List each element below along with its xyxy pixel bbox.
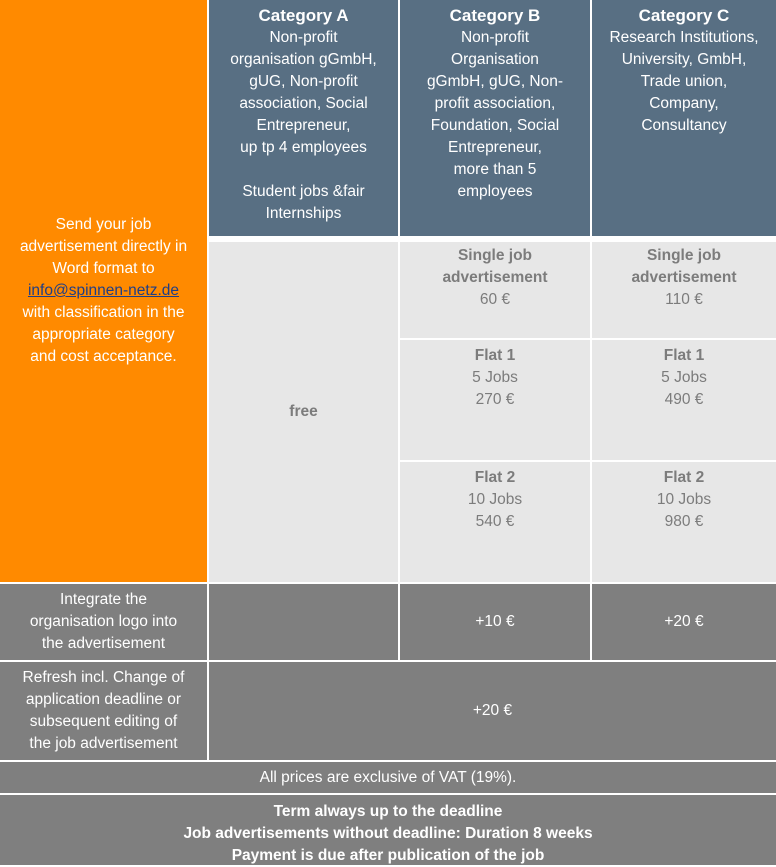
category-desc-line: organisation gGmbH, <box>230 51 377 68</box>
terms-line: Payment is due after publication of the job <box>231 847 545 864</box>
free-label: free <box>289 403 318 420</box>
logo-row-price-b <box>400 584 590 660</box>
vat-note <box>0 762 776 793</box>
refresh-row-price <box>209 662 776 760</box>
instruction-line: with classification in the <box>22 304 185 321</box>
logo-row-price-c <box>592 584 776 660</box>
category-title: Category A <box>258 6 349 25</box>
category-desc-line: gGmbH, gUG, Non- <box>426 73 564 90</box>
flat1-jobs: 5 Jobs <box>472 369 518 386</box>
single-job-label: Single job <box>646 247 722 264</box>
instruction-line: advertisement directly in <box>19 238 188 255</box>
instruction-line: Word format to <box>52 260 155 277</box>
category-desc-line: Company, <box>649 95 719 112</box>
logo-price: +10 € <box>475 613 515 630</box>
category-b-header <box>400 0 590 236</box>
refresh-label-line: application deadline or <box>25 691 182 708</box>
flat1-label: Flat 1 <box>474 347 516 364</box>
flat2-jobs: 10 Jobs <box>467 491 523 508</box>
logo-row-label <box>0 584 207 660</box>
category-desc-line: Entrepreneur, <box>256 117 351 134</box>
flat2-b <box>400 462 590 582</box>
category-desc-line: association, Social <box>239 95 368 112</box>
single-job-price: 110 € <box>665 291 703 308</box>
single-job-label: advertisement <box>631 269 737 286</box>
category-desc-line: more than 5 <box>453 161 537 178</box>
flat1-price: 270 € <box>475 391 515 408</box>
category-desc-line: profit association, <box>434 95 556 112</box>
category-desc-line: Organisation <box>451 51 539 68</box>
instruction-line: Send your job <box>55 216 152 233</box>
instruction-line: appropriate category <box>32 326 175 343</box>
terms-box <box>0 795 776 865</box>
flat1-label: Flat 1 <box>663 347 705 364</box>
category-desc-line: Non-profit <box>460 29 530 46</box>
single-job-c <box>592 242 776 338</box>
category-desc-line: Consultancy <box>641 117 727 134</box>
category-title: Category C <box>638 6 730 25</box>
single-job-price: 60 € <box>479 291 511 308</box>
category-desc-line: Non-profit <box>269 29 338 46</box>
category-desc-line: Research Institutions, <box>609 29 759 46</box>
flat1-c <box>592 340 776 460</box>
category-c-header <box>592 0 776 236</box>
instruction-line: and cost acceptance. <box>30 348 177 365</box>
category-desc-line: gUG, Non-profit <box>249 73 358 90</box>
terms-line: Term always up to the deadline <box>273 803 503 820</box>
category-desc-line: University, GmbH, <box>621 51 747 68</box>
vat-note-text: All prices are exclusive of VAT (19%). <box>259 768 517 786</box>
refresh-label-line: subsequent editing of <box>29 713 178 730</box>
category-a-price <box>209 242 398 582</box>
refresh-price: +20 € <box>472 702 513 719</box>
single-job-label: Single job <box>457 247 533 264</box>
category-extra-line: Internships <box>265 205 342 222</box>
flat2-price: 980 € <box>664 513 704 530</box>
logo-label-line: the advertisement <box>41 635 166 652</box>
refresh-label-line: the job advertisement <box>29 735 178 752</box>
category-extra-line: Student jobs &fair <box>242 183 365 200</box>
flat1-jobs: 5 Jobs <box>661 369 707 386</box>
logo-row-cat-a <box>209 584 398 660</box>
flat2-label: Flat 2 <box>474 469 516 486</box>
logo-label-line: organisation logo into <box>29 613 178 630</box>
category-desc-line: employees <box>457 183 533 200</box>
flat2-c <box>592 462 776 582</box>
flat2-label: Flat 2 <box>663 469 705 486</box>
flat1-price: 490 € <box>664 391 704 408</box>
flat1-b <box>400 340 590 460</box>
single-job-label: advertisement <box>442 269 548 286</box>
submission-instructions <box>0 0 207 582</box>
flat2-price: 540 € <box>475 513 515 530</box>
category-desc-line: Trade union, <box>640 73 728 90</box>
category-a-header <box>209 0 398 236</box>
logo-price: +20 € <box>664 613 704 630</box>
terms-line: Job advertisements without deadline: Duration 8 weeks <box>183 825 593 842</box>
category-desc-line: Foundation, Social <box>430 117 560 134</box>
logo-label-line: Integrate the <box>59 591 148 608</box>
category-desc-line: Entrepreneur, <box>448 139 542 156</box>
refresh-label-line: Refresh incl. Change of <box>22 669 185 686</box>
category-desc-line: up tp 4 employees <box>240 139 367 156</box>
refresh-row-label <box>0 662 207 760</box>
category-title: Category B <box>449 6 541 25</box>
single-job-b <box>400 242 590 338</box>
email-link[interactable]: info@spinnen-netz.de <box>27 282 180 299</box>
flat2-jobs: 10 Jobs <box>656 491 712 508</box>
